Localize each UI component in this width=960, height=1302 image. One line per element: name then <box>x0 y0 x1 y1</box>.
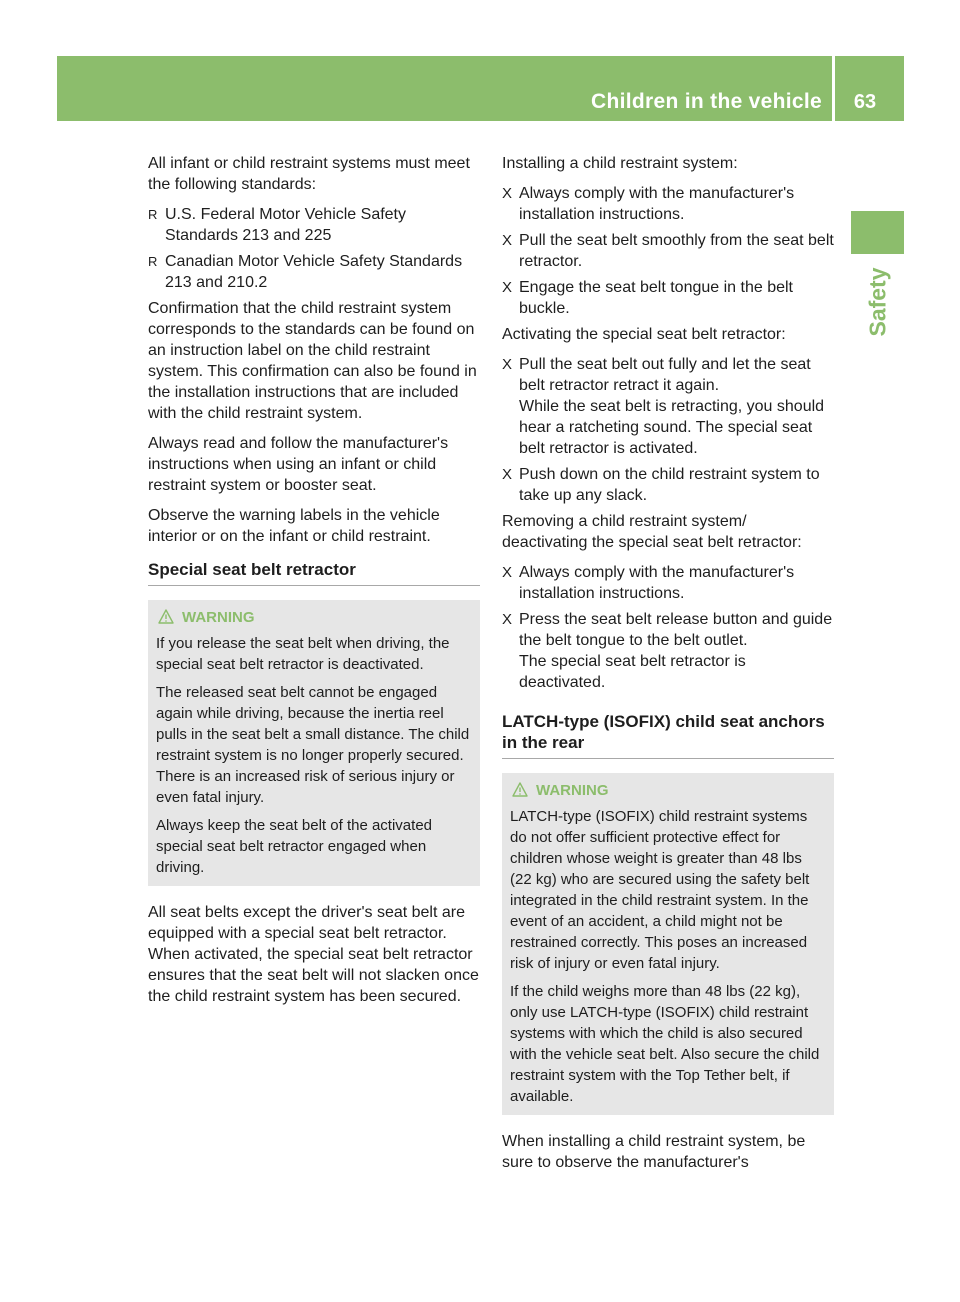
step-marker: X <box>502 185 513 202</box>
paragraph: Removing a child restraint system/ deactivating the special seat belt retractor: <box>502 513 802 551</box>
step-marker: X <box>502 279 513 296</box>
paragraph: Installing a child restraint system: <box>502 155 738 172</box>
step-marker: X <box>502 564 513 581</box>
paragraph: Confirmation that the child restraint system corresponds to the standards can be found on an instruction label on the child restraint system. This confirmation can also be found in the installation instructions that are included with the child restraint system. <box>148 300 477 422</box>
warning-box <box>148 600 480 886</box>
paragraph: Observe the warning labels in the vehicle interior or on the infant or child restraint. <box>148 507 440 545</box>
chapter-title: Children in the vehicle <box>591 90 822 113</box>
warning-title-text: WARNING <box>536 782 609 799</box>
section-tab-block <box>851 211 904 254</box>
step-result: While the seat belt is retracting, you should hear a ratcheting sound. The special seat belt retractor is activated. <box>519 398 825 457</box>
warning-text: If you release the seat belt when driving, the special seat belt retractor is deactivated. <box>156 635 450 673</box>
step-marker: X <box>502 466 513 483</box>
step-text: Always comply with the manufacturer's installation instructions. <box>519 564 795 602</box>
step-result: The special seat belt retractor is deactivated. <box>519 653 746 691</box>
list-item-text: Canadian Motor Vehicle Safety Standards 213 and 210.2 <box>165 253 463 291</box>
step-marker: X <box>502 232 513 249</box>
paragraph: All seat belts except the driver's seat belt are equipped with a special seat belt retractor. When activated, the special seat belt retractor ensures that the seat belt will not slacken once the child restraint system has been secured. <box>148 904 479 1005</box>
list-item <box>148 251 480 293</box>
section-tab <box>851 262 904 342</box>
step-item <box>502 562 834 604</box>
right-column <box>502 153 834 1182</box>
step-item <box>502 230 834 272</box>
step-item <box>502 354 834 459</box>
step-text: Press the seat belt release button and guide the belt tongue to the belt outlet. <box>519 611 833 649</box>
bullet-marker: R <box>148 207 158 222</box>
warning-title <box>156 609 472 627</box>
step-text: Always comply with the manufacturer's installation instructions. <box>519 185 795 223</box>
left-column <box>148 153 480 1016</box>
step-text: Push down on the child restraint system to take up any slack. <box>519 466 820 504</box>
list-item-text: U.S. Federal Motor Vehicle Safety Standards 213 and 225 <box>165 206 406 244</box>
warning-title-text: WARNING <box>182 609 255 626</box>
section-label: Safety <box>864 267 890 337</box>
step-marker: X <box>502 611 513 628</box>
paragraph: Activating the special seat belt retractor: <box>502 326 786 343</box>
step-item <box>502 277 834 319</box>
section-heading: LATCH-type (ISOFIX) child seat anchors in the rear <box>502 711 834 759</box>
step-text: Pull the seat belt out fully and let the seat belt retractor retract it again. <box>519 356 811 394</box>
warning-text: Always keep the seat belt of the activated special seat belt retractor engaged when driving. <box>156 817 432 876</box>
warning-text: The released seat belt cannot be engaged again while driving, because the inertia reel pulls in the seat belt a small distance. The child restraint system is no longer properly secured. There is an increased risk of serious injury or even fatal injury. <box>156 684 470 806</box>
header-divider <box>832 56 835 121</box>
paragraph: When installing a child restraint system, be sure to observe the manufacturer's <box>502 1133 806 1171</box>
step-item <box>502 609 834 693</box>
step-item <box>502 183 834 225</box>
step-text: Engage the seat belt tongue in the belt buckle. <box>519 279 793 317</box>
warning-triangle-icon <box>512 782 528 797</box>
step-text: Pull the seat belt smoothly from the seat belt retractor. <box>519 232 834 270</box>
paragraph: All infant or child restraint systems must meet the following standards: <box>148 155 470 193</box>
section-heading: Special seat belt retractor <box>148 559 480 586</box>
warning-triangle-icon <box>158 609 174 624</box>
bullet-marker: R <box>148 254 158 269</box>
warning-box <box>502 773 834 1115</box>
warning-text: If the child weighs more than 48 lbs (22 kg), only use LATCH-type (ISOFIX) child restraint systems with which the child is also secured with the vehicle seat belt. Also secure the child restraint system with the Top Tether belt, if available. <box>510 983 820 1105</box>
paragraph: Always read and follow the manufacturer's instructions when using an infant or child restraint system or booster seat. <box>148 435 449 494</box>
warning-title <box>510 782 826 800</box>
page-number: 63 <box>853 91 877 113</box>
step-item <box>502 464 834 506</box>
list-item <box>148 204 480 246</box>
warning-text: LATCH-type (ISOFIX) child restraint systems do not offer sufficient protective effect for children whose weight is greater than 48 lbs (22 kg) who are secured using the safety belt integrated in the child restraint system. In the event of an accident, a child might not be restrained correctly. This poses an increased risk of injury or even fatal injury. <box>510 808 810 972</box>
step-marker: X <box>502 356 513 373</box>
